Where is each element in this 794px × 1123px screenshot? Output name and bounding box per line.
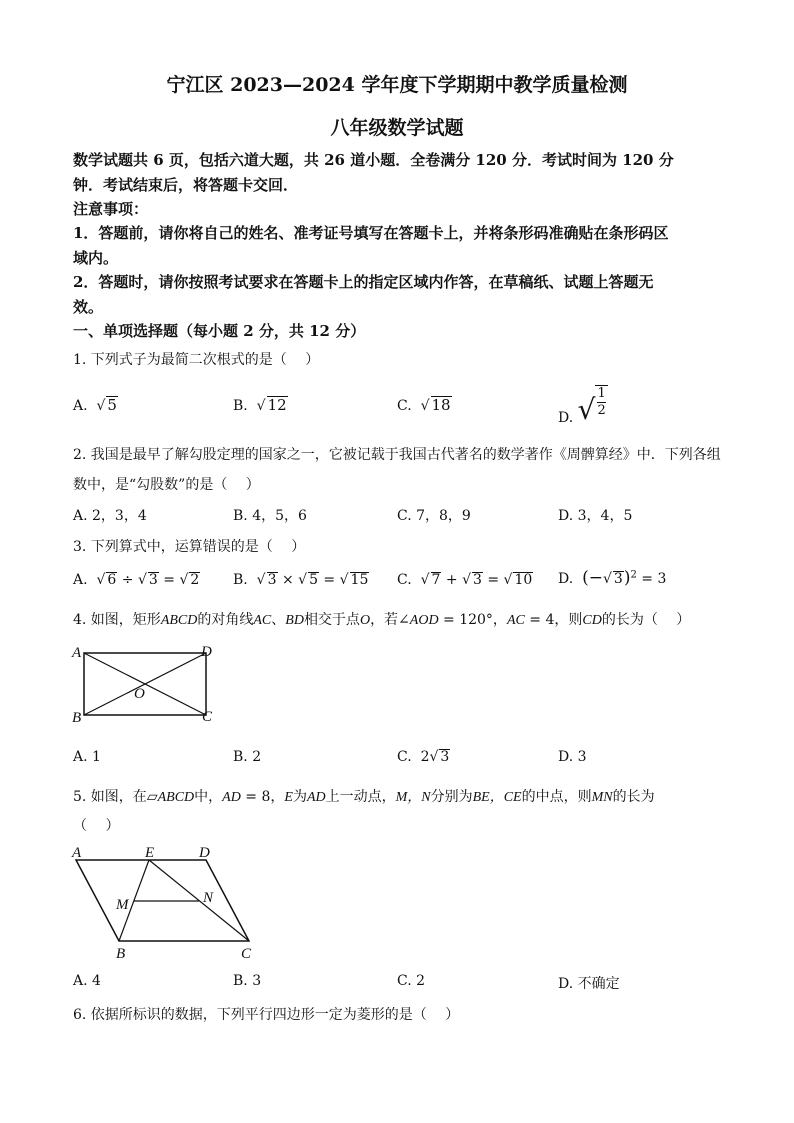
q4-option-c: C. 2√ 3 [397,749,450,765]
note-1-line-2: 域内。 [73,249,119,267]
q5-stem-line-2: （ ） [73,818,120,834]
label-c: C [202,709,213,725]
q5-parallelogram-figure [66,838,266,966]
intro-line-2: 钟．考试结束后，将答题卡交回． [73,176,299,194]
label-d: D [199,845,210,861]
q4-stem: 4. 如图，矩形ABCD的对角线AC、BD相交于点O，若∠AOD = 120°，AC = 4，则CD的长为（ ） [73,612,691,628]
intro-line-1: 数学试题共 6 页，包括六道大题，共 26 道小题．全卷满分 120 分．考试时间为 120 分 [73,151,674,169]
q5-stem-line-1: 5. 如图，在▱ABCD中，AD = 8，E为AD上一动点，M，N分别为BE，CE的中点，则MN的长为 [73,789,655,805]
section-1-title: 一、单项选择题（每小题 2 分，共 12 分） [73,322,366,340]
label-a: A [72,845,82,861]
q4-option-a: A. 1 [73,749,101,765]
q4-rectangle-figure [66,640,226,730]
q1-option-b: B. √ 12 [233,396,287,414]
q5-option-d: D. 不确定 [558,976,620,992]
note-2-line-2: 效。 [73,298,104,316]
label-m: M [116,897,129,913]
q3-option-c: C. √ 7 + √ 3 = √ 10 [397,572,533,588]
q3-option-b: B. √ 3 × √ 5 = √ 15 [233,572,369,588]
radicand: 12 [267,396,287,414]
q3-option-a: A. √ 6 ÷ √ 3 = √ 2 [73,572,200,588]
q5-option-a: A. 4 [73,973,101,989]
note-2-line-1: 2．答题时，请你按照考试要求在答题卡上的指定区域内作答，在草稿纸、试题上答题无 [73,273,654,291]
note-1-line-1: 1．答题前，请你将自己的姓名、准考证号填写在答题卡上，并将条形码准确贴在条形码区 [73,224,669,242]
q3-option-d: D. (−√ 3)$^2$ = 3 [558,568,667,588]
q1-option-d: D. √ $\frac{1}{2}$ [558,386,606,426]
q5-option-c: C. 2 [397,973,426,989]
q5-option-b: B. 3 [233,973,262,989]
notes-title: 注意事项： [73,200,149,218]
label-a: A [72,645,82,661]
label-b: B [116,946,126,962]
label-e: E [145,845,155,861]
label-d: D [201,644,212,660]
q2-option-d: D. 3，4，5 [558,508,633,524]
q1-option-a: A. √ 5 [73,396,117,414]
q2-stem-line-1: 2. 我国是最早了解勾股定理的国家之一，它被记载于我国古代著名的数学著作《周髀算经》中．下列各组 [73,447,721,463]
q2-option-b: B. 4，5，6 [233,508,307,524]
q4-option-d: D. 3 [558,749,587,765]
page-subtitle: 八年级数学试题 [330,117,464,139]
q1-option-c: C. √ 18 [397,396,451,414]
q1-stem: 1. 下列式子为最简二次根式的是（ ） [73,352,320,368]
q2-option-a: A. 2，3，4 [73,508,147,524]
page-title: 宁江区 2023—2024 学年度下学期期中教学质量检测 [166,74,628,96]
label-n: N [203,890,214,906]
label-b: B [72,710,82,726]
q6-stem: 6. 依据所标识的数据，下列平行四边形一定为菱形的是（ ） [73,1007,460,1023]
label-c: C [241,946,252,962]
q4-option-b: B. 2 [233,749,262,765]
label-o: O [134,686,145,702]
q2-stem-line-2: 数中，是“勾股数”的是（ ） [73,477,260,493]
q3-stem: 3. 下列算式中，运算错误的是（ ） [73,539,306,555]
radicand: 18 [431,396,451,414]
q2-option-c: C. 7，8，9 [397,508,471,524]
radicand: 5 [107,396,117,414]
